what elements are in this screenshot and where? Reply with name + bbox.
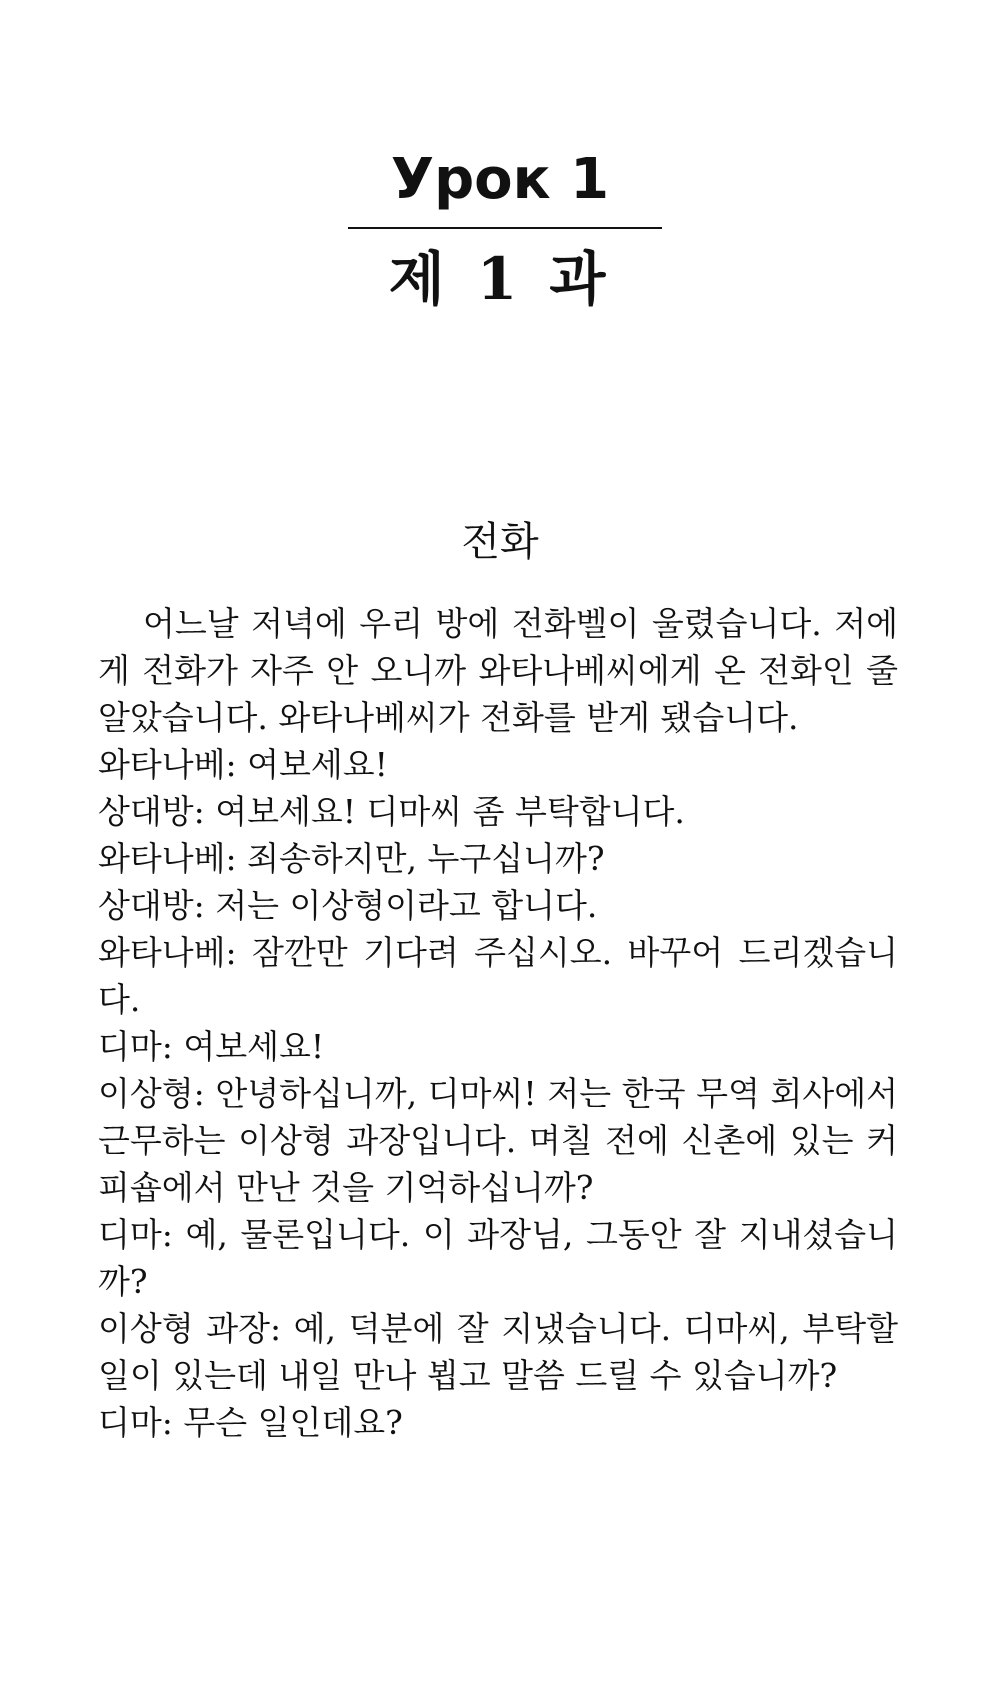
lesson-subtitle: 제 1 과 (388, 245, 612, 313)
speaker-separator: : (161, 1215, 186, 1254)
speaker-name: 디마 (98, 1403, 162, 1442)
speaker-name: 와타나베 (98, 745, 226, 784)
dialogue-line (98, 1070, 898, 1211)
dialogue-text: 여보세요! (183, 1027, 325, 1066)
dialogue-line (98, 788, 898, 835)
speaker-separator: : (225, 745, 248, 784)
speaker-separator: : (161, 1027, 184, 1066)
speaker-name: 디마 (98, 1215, 162, 1254)
dialogue-text: 여보세요! (247, 745, 388, 784)
section-title: 전화 (461, 519, 539, 565)
dialogue-text: 죄송하지만, 누구십니까? (247, 839, 605, 878)
speaker-separator: : (193, 1074, 216, 1113)
dialogue-line (98, 1211, 898, 1305)
speaker-name: 상대방 (98, 886, 194, 925)
dialogue-text: 저는 이상형이라고 합니다. (215, 886, 598, 925)
dialogue-line (98, 882, 898, 929)
dialogue-text: 여보세요! 디마씨 좀 부탁합니다. (215, 792, 685, 831)
speaker-separator: : (269, 1309, 294, 1348)
dialogue-line (98, 1305, 898, 1399)
speaker-name: 디마 (98, 1027, 162, 1066)
speaker-separator: : (161, 1403, 184, 1442)
speaker-separator: : (225, 839, 248, 878)
dialogue-text: 예, 물론입니다. 이 과장님, 그동안 잘 지내셨습니까? (98, 1215, 898, 1301)
dialogue-line (98, 1023, 898, 1070)
body-text (98, 600, 898, 1446)
speaker-name: 이상형 과장 (98, 1309, 270, 1348)
lesson-title: Урок 1 (390, 147, 610, 212)
speaker-separator: : (193, 792, 216, 831)
title-divider (348, 227, 662, 229)
dialogue-text: 잠깐만 기다려 주십시오. 바꾸어 드리겠습니다. (98, 933, 898, 1019)
speaker-name: 상대방 (98, 792, 194, 831)
dialogue-text: 안녕하십니까, 디마씨! 저는 한국 무역 회사에서 근무하는 이상형 과장입니다. 며칠 전에 신촌에 있는 커피숍에서 만난 것을 기억하십니까? (98, 1074, 899, 1207)
dialogue-text: 예, 덕분에 잘 지냈습니다. 디마씨, 부탁할 일이 있는데 내일 만나 뵙고 말씀 드릴 수 있습니까? (98, 1309, 899, 1395)
speaker-name: 와타나베 (98, 839, 226, 878)
dialogue-line (98, 929, 898, 1023)
intro-paragraph: 어느날 저녁에 우리 방에 전화벨이 울렸습니다. 저에게 전화가 자주 안 오니까 와타나베씨에게 온 전화인 줄 알았습니다. 와타나베씨가 전화를 받게 됐습니다. (98, 604, 898, 737)
speaker-name: 와타나베 (98, 933, 226, 972)
dialogue-line (98, 1399, 898, 1446)
dialogue-line (98, 741, 898, 788)
speaker-separator: : (225, 933, 253, 972)
speaker-name: 이상형 (98, 1074, 194, 1113)
dialogue-text: 무슨 일인데요? (183, 1403, 403, 1442)
speaker-separator: : (193, 886, 216, 925)
dialogue-line (98, 835, 898, 882)
